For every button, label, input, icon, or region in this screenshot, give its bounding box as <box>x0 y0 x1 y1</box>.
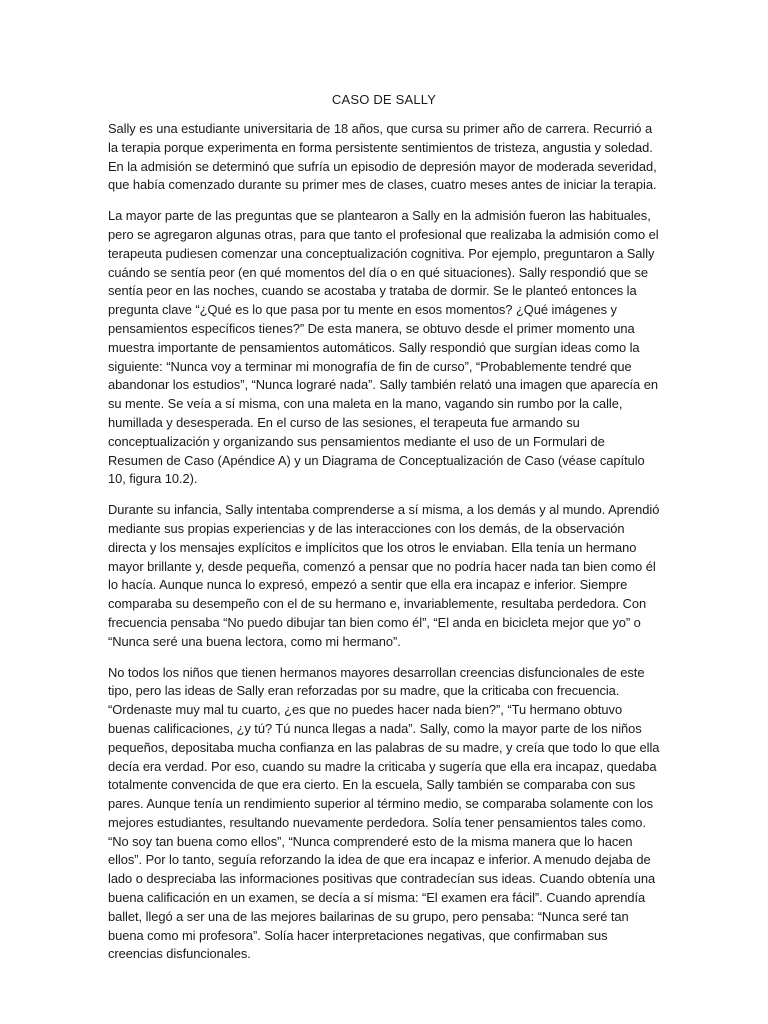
paragraph-intro: Sally es una estudiante universitaria de 18 años, que cursa su primer año de carrera. Recurrió a la terapia porque experimenta en forma persistente sentimientos de tristeza, angustia y soledad. En la admisión se determinó que sufría un episodio de depresión mayor de moderada severidad, que había comenzado durante su primer mes de clases, cuatro meses antes de iniciar la terapia. <box>108 121 657 193</box>
document-page <box>108 91 660 976</box>
paragraph-childhood: Durante su infancia, Sally intentaba comprenderse a sí misma, a los demás y al mundo. Aprendió mediante sus propias experiencias y de las interacciones con los demás, de la observación directa y los mensajes explícitos e implícitos que los otros le enviaban. Ella tenía un hermano mayor brillante y, desde pequeña, comenzó a pensar que no podría hacer nada tan bien como él lo hacía. Aunque nunca lo expresó, empezó a sentir que ella era incapaz e inferior. Siempre comparaba su desempeño con el de su hermano e, invariablemente, resultaba perdedora. Con frecuencia pensaba “No puedo dibujar tan bien como él”, “El anda en bicicleta mejor que yo” o “Nunca seré una buena lectora, como mi hermano”. <box>108 502 660 649</box>
document-title: CASO DE SALLY <box>331 92 437 107</box>
paragraph-admission: La mayor parte de las preguntas que se plantearon a Sally en la admisión fueron las habituales, pero se agregaron algunas otras, para que tanto el profesional que realizaba la admisión como el terapeuta pudiesen comenzar una conceptualización cognitiva. Por ejemplo, preguntaron a Sally cuándo se sentía peor (en qué momentos del día o en qué situaciones). Sally respondió que se sentía peor en las noches, cuando se acostaba y trataba de dormir. Se le planteó entonces la pregunta clave “¿Qué es lo que pasa por tu mente en esos momentos? ¿Qué imágenes y pensamientos específicos tienes?” De esta manera, se obtuvo desde el primer momento una muestra importante de pensamientos automáticos. Sally respondió que surgían ideas como la siguiente: “Nunca voy a terminar mi monografía de fin de curso”, “Probablemente tendré que abandonar los estudios”, “Nunca lograré nada”. Sally también relató una imagen que aparecía en su mente. Se veía a sí misma, con una maleta en la mano, vagando sin rumbo por la calle, humillada y desesperada. En el curso de las sesiones, el terapeuta fue armando su conceptualización y organizando sus pensamientos mediante el uso de un Formulari de Resumen de Caso (Apéndice A) y un Diagrama de Conceptualización de Caso (véase capítulo 10, figura 10.2). <box>108 208 659 487</box>
paragraph-siblings: No todos los niños que tienen hermanos mayores desarrollan creencias disfuncionales de este tipo, pero las ideas de Sally eran reforzadas por su madre, que la criticaba con frecuencia. “Ordenaste muy mal tu cuarto, ¿es que no puedes hacer nada bien?”, “Tu hermano obtuvo buenas calificaciones, ¿y tú? Tú nunca llegas a nada”. Sally, como la mayor parte de los niños pequeños, depositaba mucha confianza en las palabras de su madre, y creía que todo lo que ella decía era verdad. Por eso, cuando su madre la criticaba y sugería que ella era incapaz, quedaba totalmente convencida de que era cierto. En la escuela, Sally también se comparaba con sus pares. Aunque tenía un rendimiento superior al término medio, se comparaba solamente con los mejores estudiantes, resultando nuevamente perdedora. Solía tener pensamientos tales como. “No soy tan buena como ellos”, “Nunca comprenderé esto de la misma manera que lo hacen ellos”. Por lo tanto, seguía reforzando la idea de que era incapaz e inferior. A menudo dejaba de lado o despreciaba las informaciones positivas que contradecían sus ideas. Cuando obtenía una buena calificación en un examen, se decía a sí misma: “El examen era fácil”. Cuando aprendía ballet, llegó a ser una de las mejores bailarinas de su grupo, pero pensaba: “Nunca seré tan buena como mi profesora”. Solía hacer interpretaciones negativas, que confirmaban sus creencias disfuncionales. <box>108 664 660 962</box>
